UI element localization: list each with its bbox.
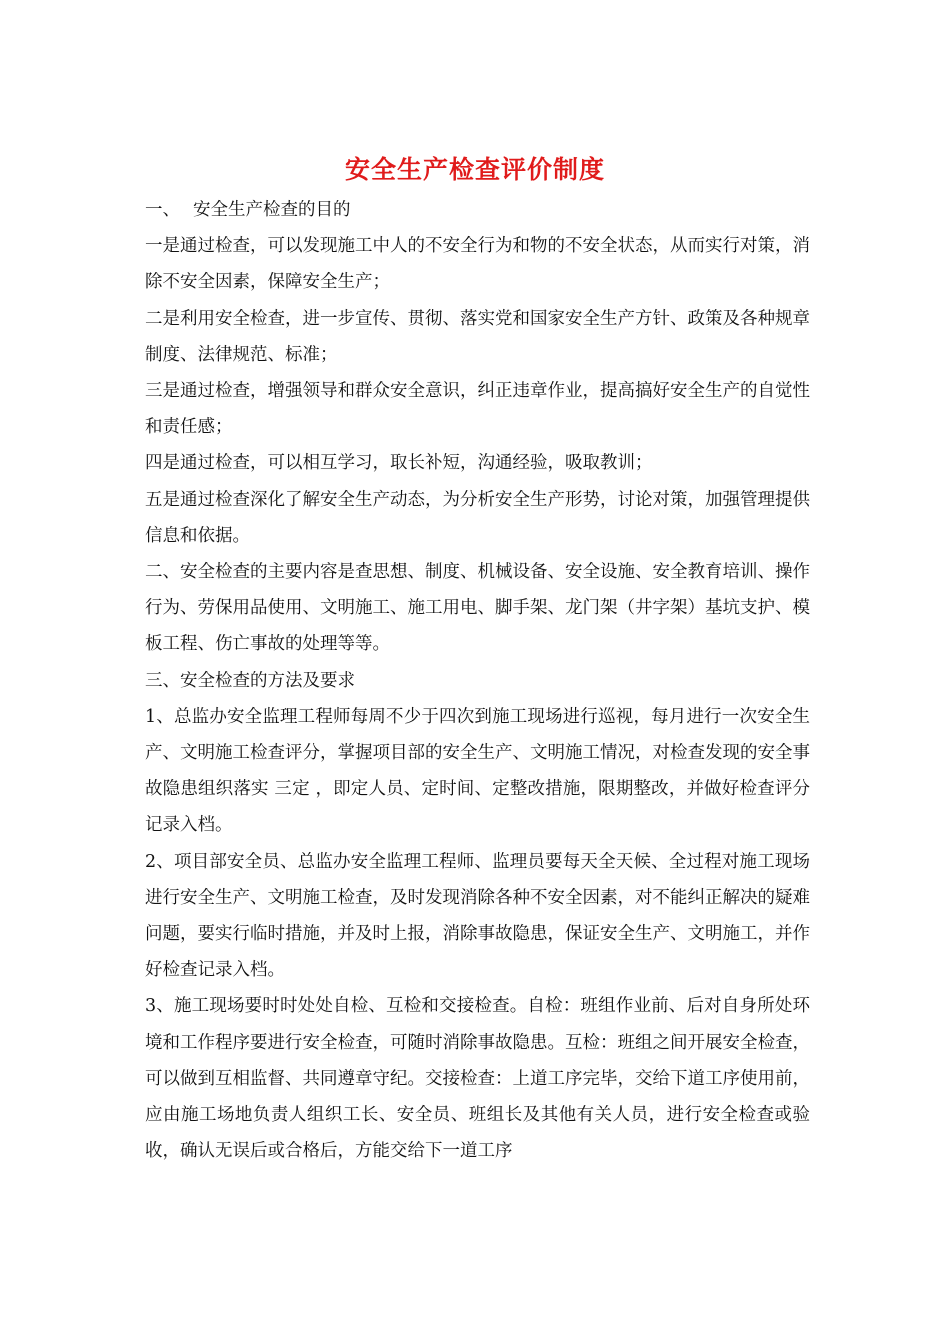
paragraph-item-3: 3、施工现场要时时处处自检、互检和交接检查。自检：班组作业前、后对自身所处环境和工作程序要进行安全检查，可随时消除事故隐患。互检：班组之间开展安全检查，可以做到互相监督、共同遵章守纪。交接检查：上道工序完毕，交给下道工序使用前，应由施工场地负责人组织工长、安全员、班组长及其他有关人员，进行安全检查或验收，确认无误后或合格后，方能交给下一道工序 <box>145 996 810 1162</box>
paragraph-4: 四是通过检查，可以相互学习，取长补短，沟通经验，吸取教训； <box>145 453 653 474</box>
paragraph-item-1: 1、总监办安全监理工程师每周不少于四次到施工现场进行巡视，每月进行一次安全生产、文明施工检查评分，掌握项目部的安全生产、文明施工情况，对检查发现的安全事故隐患组织落实 三定 ，即定人员、定时间、定整改措施，限期整改，并做好检查评分记录入档。 <box>145 706 810 836</box>
section-2-paragraph: 二、安全检查的主要内容是查思想、制度、机械设备、安全设施、安全教育培训、操作行为、劳保用品使用、文明施工、施工用电、脚手架、龙门架（井字架）基坑支护、模板工程、伤亡事故的处理等等。 <box>145 562 810 655</box>
paragraph-item-2: 2、项目部安全员、总监办安全监理工程师、监理员要每天全天候、全过程对施工现场进行安全生产、文明施工检查，及时发现消除各种不安全因素，对不能纠正解决的疑难问题，要实行临时措施，并及时上报，消除事故隐患，保证安全生产、文明施工，并作好检查记录入档。 <box>145 851 810 981</box>
document-title: 安全生产检查评价制度 <box>344 155 605 184</box>
paragraph-3: 三是通过检查，增强领导和群众安全意识，纠正违章作业，提高搞好安全生产的自觉性和责任感； <box>145 381 810 438</box>
paragraph-2: 二是利用安全检查，进一步宣传、贯彻、落实党和国家安全生产方针、政策及各种规章制度、法律规范、标准； <box>145 308 810 365</box>
section-number-1: 一、 <box>145 200 180 220</box>
section-heading-1 <box>145 192 810 228</box>
paragraph-1: 一是通过检查，可以发现施工中人的不安全行为和物的不安全状态，从而实行对策，消除不安全因素，保障安全生产； <box>145 236 810 293</box>
paragraph-5: 五是通过检查深化了解安全生产动态，为分析安全生产形势，讨论对策，加强管理提供信息和依据。 <box>145 489 810 546</box>
document-body <box>145 192 810 1169</box>
section-heading-1-text: 安全生产检查的目的 <box>193 200 351 220</box>
section-heading-3: 三、安全检查的方法及要求 <box>145 670 355 691</box>
